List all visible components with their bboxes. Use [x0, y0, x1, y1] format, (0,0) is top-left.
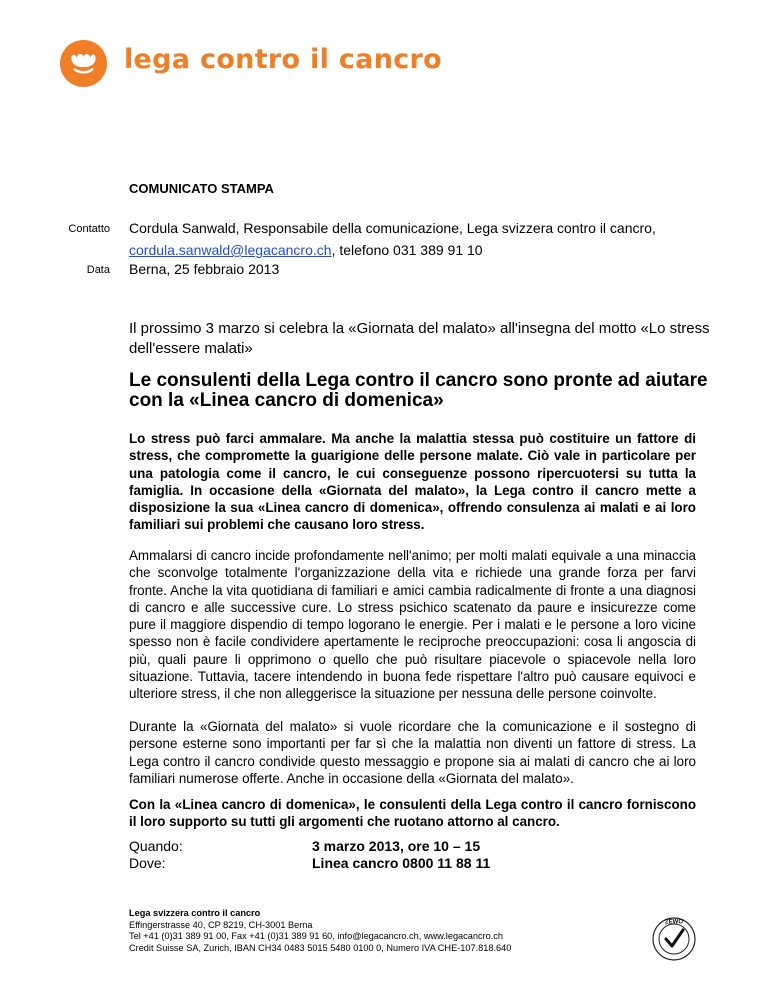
footer-contacts: Tel +41 (0)31 389 91 00, Fax +41 (0)31 389 91 60, info@legacancro.ch, www.legacancro.ch [129, 931, 503, 941]
footer-org: Lega svizzera contro il cancro [129, 908, 261, 918]
contact-line: Cordula Sanwald, Responsabile della comunicazione, Lega svizzera contro il cancro, [129, 220, 656, 236]
body-paragraph-2: Durante la «Giornata del malato» si vuole ricordare che la comunicazione e il sostegno di persone esterne sono importanti per far sì che la malattia non diventi un fattore di stress. La Lega contro il cancro condivide questo messaggio e propone sia ai malati di cancro che ai loro familiari numerose offerte. Anche in occasione della «Giornata del malato». [129, 719, 696, 786]
page-title: Le consulenti della Lega contro il cancro sono pronte ad aiutare con la «Linea cancro di domenica» [129, 370, 708, 411]
date-label: Data [86, 264, 110, 276]
contact-phone: , telefono 031 389 91 10 [331, 242, 483, 258]
press-release-heading: COMUNICATO STAMPA [129, 181, 274, 196]
kicker-text: Il prossimo 3 marzo si celebra la «Giornata del malato» all'insegna del motto «Lo stress dell'essere malati» [129, 320, 710, 357]
zewo-seal-icon [650, 915, 698, 963]
brand-wordmark: lega contro il cancro [124, 44, 442, 75]
crab-logo-icon [60, 40, 107, 87]
body-paragraph-1: Ammalarsi di cancro incide profondamente nell'animo; per molti malati equivale a una minaccia che sconvolge totalmente l'organizzazione della vita e richiede una grande forza per farvi fronte. Anche la vita quotidiana di familiari e amici cambia radicalmente di fronte a una diagnosi di cancro e alle successive cure. Lo stress psichico scatenato da paure e insicurezze come pure il maggiore dispendio di tempo logorano le energie. Per i malati e le persone a loro vicine spesso non è facile condividere apertamente le reciproche preoccupazioni: cosa li angoscia di più, quali paure li opprimono o quello che può risultare piacevole o spiacevole nella loro situazione. Tuttavia, tacere intendendo in buona fede rispettare l'altro può causare equivoci e ulteriore stress, il che non alleggerisce la situazione per nessuna delle persone coinvolte. [129, 548, 696, 702]
when-label: Quando: [129, 838, 183, 854]
date-value: Berna, 25 febbraio 2013 [129, 261, 280, 277]
footer-bank: Credit Suisse SA, Zurich, IBAN CH34 0483 5015 5480 0100 0, Numero IVA CHE-107.818.640 [129, 942, 512, 953]
zewo-seal-text: ZEWO [665, 919, 683, 926]
where-label: Dove: [129, 855, 166, 871]
footer-address: Effingerstrasse 40, CP 8219, CH-3001 Berna [129, 919, 313, 930]
contact-label: Contatto [68, 223, 110, 235]
closing-paragraph: Con la «Linea cancro di domenica», le consulenti della Lega contro il cancro forniscono il loro supporto su tutti gli argomenti che ruotano attorno al cancro. [129, 797, 696, 830]
contact-email-line [129, 242, 483, 258]
when-value: 3 marzo 2013, ore 10 – 15 [312, 838, 481, 854]
lead-paragraph: Lo stress può farci ammalare. Ma anche la malattia stessa può costituire un fattore di stress, che compromette la guarigione delle persone malate. Ciò vale in particolare per una patologia come il cancro, le cui conseguenze possono ripercuotersi su tutta la famiglia. In occasione della «Giornata del malato», la Lega contro il cancro mette a disposizione la sua «Linea cancro di domenica», offrendo consulenza ai malati e ai loro familiari sui problemi che causano loro stress. [129, 431, 696, 533]
where-value: Linea cancro 0800 11 88 11 [312, 855, 491, 871]
footer [129, 908, 511, 954]
contact-email-link[interactable]: cordula.sanwald@legacancro.ch [129, 242, 332, 258]
